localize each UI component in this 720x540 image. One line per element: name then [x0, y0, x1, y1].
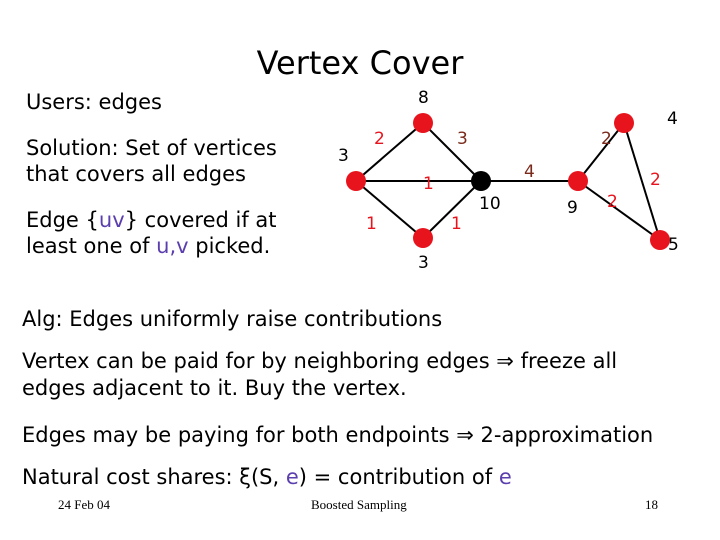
cost-shares-e1: e [285, 465, 299, 489]
cost-shares-line [22, 464, 512, 491]
graph-edges [356, 123, 660, 240]
vertex-left [346, 171, 366, 191]
vertex-center [471, 171, 491, 191]
contribution-bottom-center: 1 [451, 214, 462, 234]
edge-cover-post: } covered if at [124, 208, 277, 232]
endpoints-uv: u,v [156, 234, 189, 258]
contribution-left-top: 2 [374, 129, 385, 149]
contribution-left-bottom: 1 [366, 214, 377, 234]
vertex-top [413, 113, 433, 133]
contribution-right-topright: 2 [601, 129, 612, 149]
footer-date: 24 Feb 04 [58, 497, 110, 512]
cost-label-bottom: 3 [418, 253, 429, 273]
approximation-line: Edges may be paying for both endpoints ⇒ 2-approximation [22, 423, 654, 447]
vertex-paid-line-1: Vertex can be paid for by neighboring edges ⇒ freeze all [22, 349, 618, 373]
vertex-right [568, 171, 588, 191]
footer-title: Boosted Sampling [311, 497, 407, 512]
slide-title: Vertex Cover [256, 44, 464, 82]
vertex-topright [614, 113, 634, 133]
cost-label-right: 9 [567, 198, 578, 218]
cost-label-top: 8 [418, 88, 429, 108]
contribution-right-bottomright: 2 [607, 192, 618, 212]
vertex-paid-line-2: edges adjacent to it. Buy the vertex. [22, 376, 407, 400]
footer-page-number: 18 [645, 497, 658, 512]
users-line: Users: edges [26, 90, 162, 114]
cost-label-center: 10 [479, 194, 501, 214]
cost-shares-mid: ) = contribution of [298, 465, 499, 489]
edge-uv: uv [98, 208, 125, 232]
vertex-paid-text [22, 348, 617, 402]
edge-cover-pre-2: least one of [26, 234, 157, 258]
contribution-left-center: 1 [423, 174, 434, 194]
solution-line-1: Solution: Set of vertices [26, 136, 277, 160]
edge-right-bottomright [578, 181, 660, 240]
cost-shares-pre: Natural cost shares: ξ(S, [22, 465, 286, 489]
cost-shares-e2: e [498, 465, 512, 489]
edge-cover-pre: Edge { [26, 208, 99, 232]
cost-label-left: 3 [338, 146, 349, 166]
contribution-top-center: 3 [457, 129, 468, 149]
contribution-topright-bottomright: 2 [650, 170, 661, 190]
solution-line-2: that covers all edges [26, 162, 246, 186]
vertex-bottom [413, 228, 433, 248]
alg-line: Alg: Edges uniformly raise contributions [22, 307, 443, 331]
vertex-bottomright [650, 230, 670, 250]
edge-left-top [356, 123, 423, 181]
cost-label-topright: 4 [667, 109, 678, 129]
cost-label-bottomright: 5 [668, 235, 679, 255]
edge-cover-post-2: picked. [188, 234, 271, 258]
contribution-center-right: 4 [524, 162, 535, 182]
edge-top-center [423, 123, 481, 181]
